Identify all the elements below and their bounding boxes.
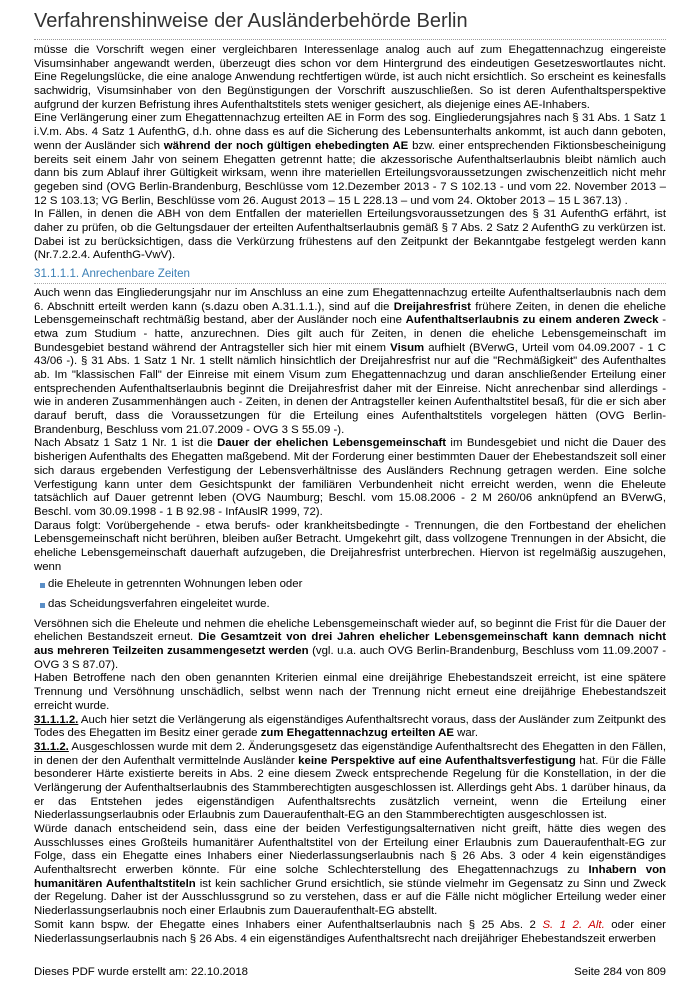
bold-text: zum Ehegattennachzug erteilten AE: [260, 727, 454, 740]
paragraph: Eine Verlängerung einer zum Ehegattennachzug erteilten AE in Form des sog. Eingliederungsjahres nach § 31 Abs. 1 Satz 1 i.V.m. Abs. 4 Satz 1 AufenthG, d.h. ohne dass es auf die Sicherung des Lebensunterhalts ankommt, ist auch dann geboten, wenn der Ausländer sich während der noch gültigen ehebedingten AE bzw. einer entsprechenden Fiktionsbescheinigung bereits seit einem Jahr von seinem Ehegatten getrennt hatte; die akzessorische Aufenthaltserlaubnis bleibt nämlich auch dann bis zum Ablauf ihrer Gültigkeit wirksam, wenn ihre materiellen Erteilungsvoraussetzungen zwischenzeitlich nicht mehr gegeben sind (OVG Berlin-Brandenburg, Beschlüsse vom 12.Dezember 2013 - 7 S 102.13 - und vom 22. November 2013 – 12 S 103.13; VG Berlin, Beschlüsse vom 26. August 2013 – 15 L 228.13 – und vom 24. Oktober 2013 – 15 L 367.13) .: [34, 112, 666, 207]
highlighted-text: S. 1 2. Alt.: [542, 918, 605, 931]
bold-text: Visum: [390, 341, 425, 354]
paragraph: 31.1.1.2. Auch hier setzt die Verlängerung als eigenständiges Aufenthaltsrecht voraus, dass der Ausländer zum Zeitpunkt des Todes des Ehegatten im Besitz einer gerade zum Ehegattennachzug erteilten AE war.: [34, 713, 666, 740]
section-number: 31.1.1.2.: [34, 713, 79, 726]
footer-page-number: Seite 284 von 809: [574, 966, 666, 978]
paragraph: Auch wenn das Eingliederungsjahr nur im Anschluss an eine zum Ehegattennachzug erteilte Aufenthaltserlaubnis nach dem 6. Abschnitt erteilt werden kann (s.dazu oben A.31.1.1.), sind auf die Dreijahresfrist frühere Zeiten, in denen die eheliche Lebensgemeinschaft rechtmäßig bestand, aber der Ausländer noch eine Aufenthaltserlaubnis zu einem anderen Zweck - etwa zum Studium - hatte, anzurechnen. Dies gilt auch für Zeiten, in denen die eheliche Lebensgemeinschaft im Bundesgebiet bestand während der Antragsteller sich hier mit einem Visum aufhielt (BVerwG, Urteil vom 04.09.2007 - 1 C 43/06 -). § 31 Abs. 1 Satz 1 Nr. 1 stellt nämlich hinsichtlich der Dreijahresfrist nur auf die "Rechmäßigkeit" des Aufenthaltes ab. Im "klassischen Fall" der Einreise mit einem Visum zum Ehegattennachzug und daran anschließender Erteilung einer entsprechenden Aufenthaltserlaubnis beginnt die Dreijahresfrist daher mit der Einreise. Nicht anrechenbar sind allerdings - wie in anderen Zusammenhängen auch - Zeiten, in denen der Antragsteller keinen Aufenthaltstitel besaß, für die er sich aber darauf beruft, dass die Voraussetzungen für die Erteilung eines Aufenthaltstitels vorgelegen hätten (OVG Berlin-Brandenburg, Beschluss vom 21.07.2009 - OVG 3 S 55.09 -).: [34, 286, 667, 436]
document-body: [34, 44, 666, 946]
bold-text: Aufenthaltserlaubnis zu einem anderen Zweck: [405, 314, 659, 327]
bold-text: keine Perspektive auf eine Aufenthaltsverfestigung: [298, 754, 576, 767]
bold-text: Dreijahresfrist: [393, 300, 471, 313]
list-item: das Scheidungsverfahren eingeleitet wurde.: [40, 598, 666, 612]
footer-created-date: Dieses PDF wurde erstellt am: 22.10.2018: [34, 966, 248, 978]
page-title: Verfahrenshinweise der Ausländerbehörde Berlin: [34, 10, 666, 40]
bold-text: Die Gesamtzeit von drei Jahren ehelicher Lebensgemeinschaft kann demnach nicht aus mehreren Teilzeiten zusammengesetzt werden: [34, 631, 666, 658]
bullet-square-icon: [40, 603, 45, 608]
bold-text: während der noch gültigen ehebedingten AE: [163, 139, 409, 152]
bullet-square-icon: [40, 583, 45, 588]
paragraph: müsse die Vorschrift wegen einer vergleichbaren Interessenlage analog auch auf zum Ehegattennachzug eingereiste Visumsinhaber angewandt werden, überzeugt dies schon vor dem Hintergrund des eindeutigen Gesetzeswortlautes nicht. Eine Regelungslücke, die eine analoge Anwendung rechtfertigen würde, ist auch nicht ersichtlich. So erscheint es keinesfalls sachwidrig, Visumsinhaber von den Begünstigungen der Vorschrift auszuschließen. So ist deren Aufenthaltsperspektive aufgrund der kurzen Befristung ihres Aufenthaltstitels stets weniger gesichert, als diejenige eines AE-Inhabers.: [34, 44, 666, 111]
paragraph: 31.1.2. Ausgeschlossen wurde mit dem 2. Änderungsgesetz das eigenständige Aufenthaltsrecht des Ehegatten in den Fällen, in denen der den Aufenthalt vermittelnde Ausländer keine Perspektive auf eine Aufenthaltsverfestigung hat. Für die Fälle besonderer Härte existierte bereits in Abs. 2 eine diesem Zweck entsprechende Regelung für die Konstellation, in der die Verlängerung der Aufenthaltserlaubnis des Stammberechtigten ausgeschlossen ist. Allerdings geht Abs. 1 darüber hinaus, da er das Entstehen jedes eigenständigen Aufenthaltsrechts zusätzlich verneint, wenn die Erteilung einer Niederlassungserlaubnis oder Erlaubnis zum Daueraufenthalt-EG an den Stammberechtigten ausgeschlossen ist.: [34, 740, 666, 822]
paragraph: Versöhnen sich die Eheleute und nehmen die eheliche Lebensgemeinschaft wieder auf, so beginnt die Frist für die Dauer der ehelichen Bestandszeit erneut. Die Gesamtzeit von drei Jahren ehelicher Lebensgemeinschaft kann demnach nicht aus mehreren Teilzeiten zusammengesetzt werden (vgl. u.a. auch OVG Berlin-Brandenburg, Beschluss vom 11.09.2007 - OVG 3 S 87.07).: [34, 617, 666, 671]
paragraph: Haben Betroffene nach den oben genannten Kriterien einmal eine dreijährige Ehebestandszeit erreicht, ist eine spätere Trennung und Versöhnung unschädlich, selbst wenn nach der Trennung nicht erneut eine dreijährige Ehebestandszeit erreicht wurde.: [34, 672, 666, 712]
page-footer: [34, 966, 666, 978]
section-number: 31.1.2.: [34, 740, 69, 753]
paragraph: Nach Absatz 1 Satz 1 Nr. 1 ist die Dauer der ehelichen Lebensgemeinschaft im Bundesgebiet und nicht die Dauer des bisherigen Aufenthalts des Ehegatten maßgebend. Mit der Forderung einer bestimmten Dauer der Ehebestandszeit soll einer sich daraus ergebenden Verfestigung der Lebensverhältnisse des Ausländers Rechnung getragen werden. Eine solche Verfestigung kann unter dem Gesichtspunkt der familiären Verbundenheit nicht erreicht werden, wenn die Eheleute tatsächlich auf Dauer getrennt leben (OVG Naumburg; Beschl. vom 15.08.2006 - 2 M 260/06 anknüpfend an BVerwG, Beschl. vom 30.09.1998 - 1 B 92.98 - InfAuslR 1999, 72).: [34, 437, 667, 518]
paragraph: Somit kann bspw. der Ehegatte eines Inhabers einer Aufenthaltserlaubnis nach § 25 Abs. 2 S. 1 2. Alt. oder einer Niederlassungserlaubnis nach § 26 Abs. 4 ein eigenständiges Aufenthaltsrecht nach dreijähriger Ehebestandszeit erwerben: [34, 918, 666, 945]
paragraph: In Fällen, in denen die ABH von dem Entfallen der materiellen Erteilungsvoraussetzungen des § 31 AufenthG erfährt, ist daher zu prüfen, ob die Geltungsdauer der erteilten Aufenthaltserlaubnis gemäß § 7 Abs. 2 Satz 2 AufenthG zu verkürzen ist. Dabei ist zu berücksichtigen, dass die Verkürzung frühestens auf den Zeitpunkt der Bekanntgabe festgelegt werden kann (Nr.7.2.2.4. AufenthG-VwV).: [34, 208, 666, 262]
paragraph: Daraus folgt: Vorübergehende - etwa berufs- oder krankheitsbedingte - Trennungen, die den Fortbestand der ehelichen Lebensgemeinschaft nicht berühren, bleiben außer Betracht. Umgekehrt gilt, dass vollzogene Trennungen in der Absicht, die eheliche Lebensgemeinschaft dauerhaft aufzugeben, die Dreijahresfrist unterbrechen. Hiervon ist regelmäßig auszugehen, wenn: [34, 519, 666, 573]
section-heading: 31.1.1.1. Anrechenbare Zeiten: [34, 267, 666, 284]
bold-text: Inhabern von humanitären Aufenthaltstiteln: [34, 864, 667, 890]
bold-text: Dauer der ehelichen Lebensgemeinschaft: [217, 437, 447, 450]
list-item: die Eheleute in getrennten Wohnungen leben oder: [40, 578, 666, 592]
paragraph: Würde danach entscheidend sein, dass eine der beiden Verfestigungsalternativen nicht greift, hätte dies wegen des Ausschlusses eines Großteils humanitärer Aufenthaltstitel von der Erteilung einer Erlaubnis zum Daueraufenthalt-EG zur Folge, dass ein Ehegatte eines Inhabers einer Niederlassungserlaubnis nach § 26 Abs. 3 oder 4 kein eigenständiges Aufenthaltsrecht erwerben könnte. Für eine solche Schlechterstellung des Ehegattennachzugs zu Inhabern von humanitären Aufenthaltstiteln ist kein sachlicher Grund ersichtlich, sie stünde vielmehr im Gegensatz zu Sinn und Zweck der Regelung. Daher ist der Ausschlussgrund so zu verstehen, dass er auf die Fälle nicht möglicher Erteilung weder einer Niederlassungserlaubnis noch einer Erlaubnis zum Daueraufenthalt-EG abstellt.: [34, 823, 667, 918]
